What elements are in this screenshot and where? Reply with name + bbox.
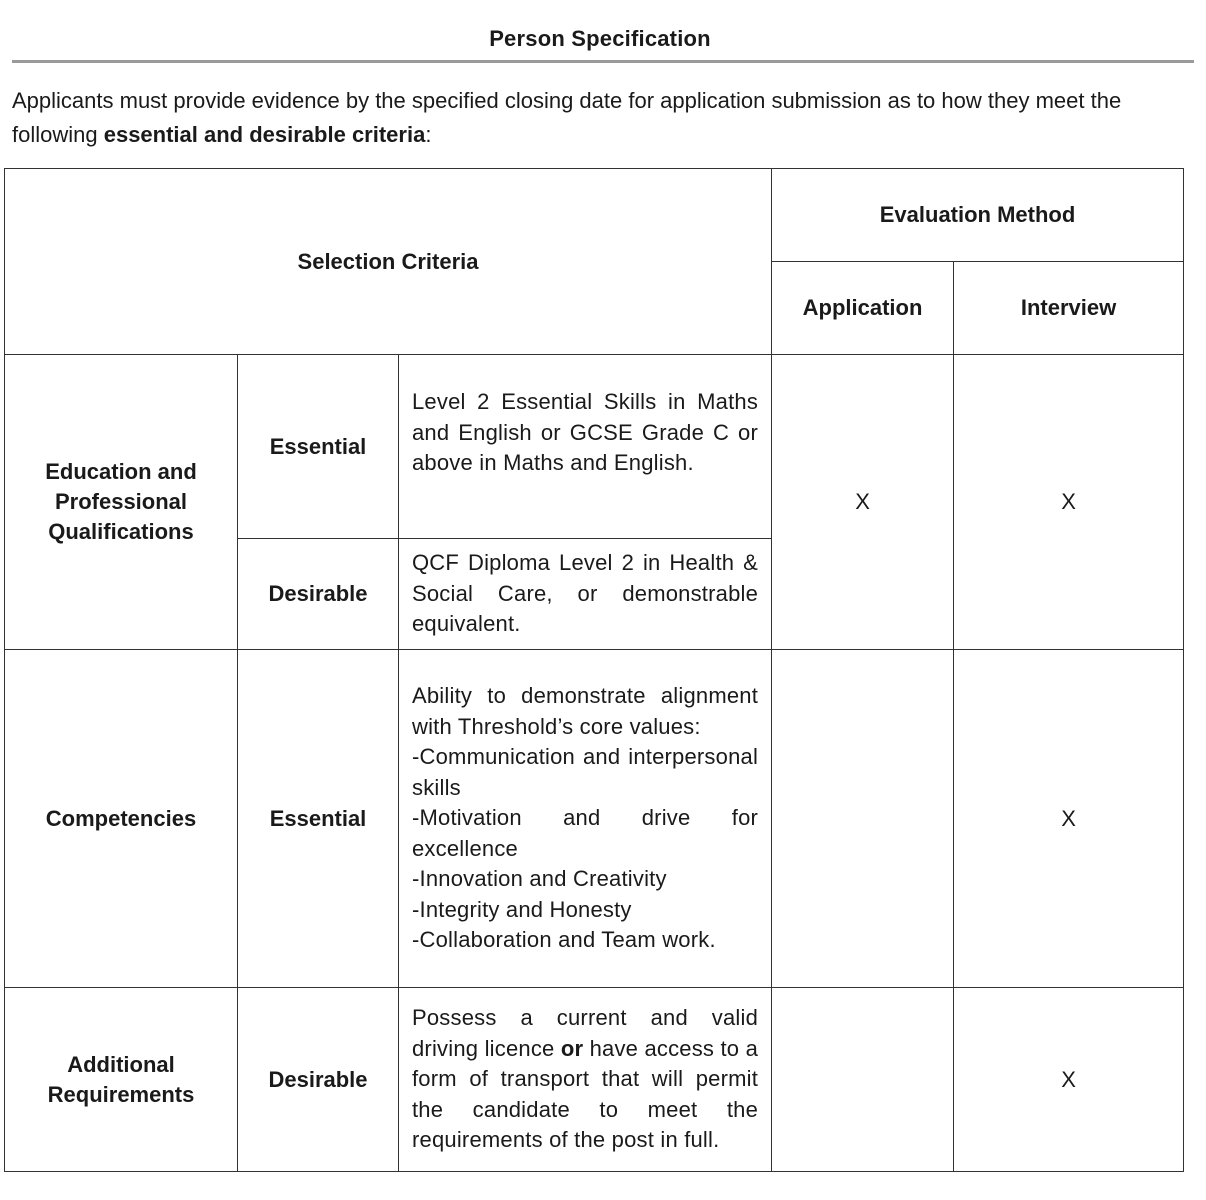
education-essential-row: [5, 355, 1184, 539]
page-title: Person Specification: [489, 26, 711, 51]
education-application-mark: X: [772, 355, 954, 650]
competencies-category: Competencies: [5, 650, 238, 988]
competency-value-item: -Collaboration and Team work.: [412, 927, 716, 953]
intro-paragraph: [12, 84, 1192, 152]
intro-text-end: :: [425, 122, 432, 147]
application-header: Application: [772, 262, 954, 355]
education-desirable-label: Desirable: [238, 539, 399, 650]
education-essential-criteria: Level 2 Essential Skills in Maths and English or GCSE Grade C or above in Maths and English.: [399, 355, 772, 539]
competency-value-item: -Communication and interpersonal skills: [412, 744, 759, 800]
evaluation-method-header: Evaluation Method: [772, 169, 1184, 262]
competencies-level: Essential: [238, 650, 399, 988]
competencies-row: [5, 650, 1184, 988]
competencies-interview-mark: X: [954, 650, 1184, 988]
education-category: Education and Professional Qualifications: [5, 355, 238, 650]
intro-bold-text: essential and desirable criteria: [103, 122, 426, 147]
additional-requirements-row: [5, 988, 1184, 1172]
additional-criteria: [399, 988, 772, 1172]
additional-text: Possess a current and valid driving licence: [412, 1005, 759, 1061]
competency-value-item: -Motivation and drive for excellence: [412, 805, 759, 861]
additional-interview-mark: X: [954, 988, 1184, 1172]
education-desirable-criteria: QCF Diploma Level 2 in Health & Social Care, or demonstrable equivalent.: [399, 539, 772, 650]
person-specification-table: [4, 168, 1184, 1172]
additional-application-mark: [772, 988, 954, 1172]
education-interview-mark: X: [954, 355, 1184, 650]
interview-header: Interview: [954, 262, 1184, 355]
intro-text: Applicants must provide evidence by the specified closing date for application submission as to how they meet the following: [12, 88, 1122, 147]
competencies-criteria: [399, 650, 772, 988]
additional-bold-text: or: [560, 1035, 584, 1061]
additional-category: Additional Requirements: [5, 988, 238, 1172]
title-divider: [12, 60, 1194, 63]
competencies-intro: Ability to demonstrate alignment with Threshold’s core values:: [412, 683, 759, 739]
education-essential-label: Essential: [238, 355, 399, 539]
additional-text-end: have access to a form of transport that will permit the candidate to meet the requirements of the post in full.: [412, 1035, 759, 1153]
additional-level: Desirable: [238, 988, 399, 1172]
selection-criteria-header: Selection Criteria: [5, 169, 772, 355]
table-header-row: [5, 169, 1184, 262]
competency-value-item: -Innovation and Creativity: [412, 866, 667, 892]
competency-value-item: -Integrity and Honesty: [412, 896, 632, 922]
competencies-application-mark: [772, 650, 954, 988]
